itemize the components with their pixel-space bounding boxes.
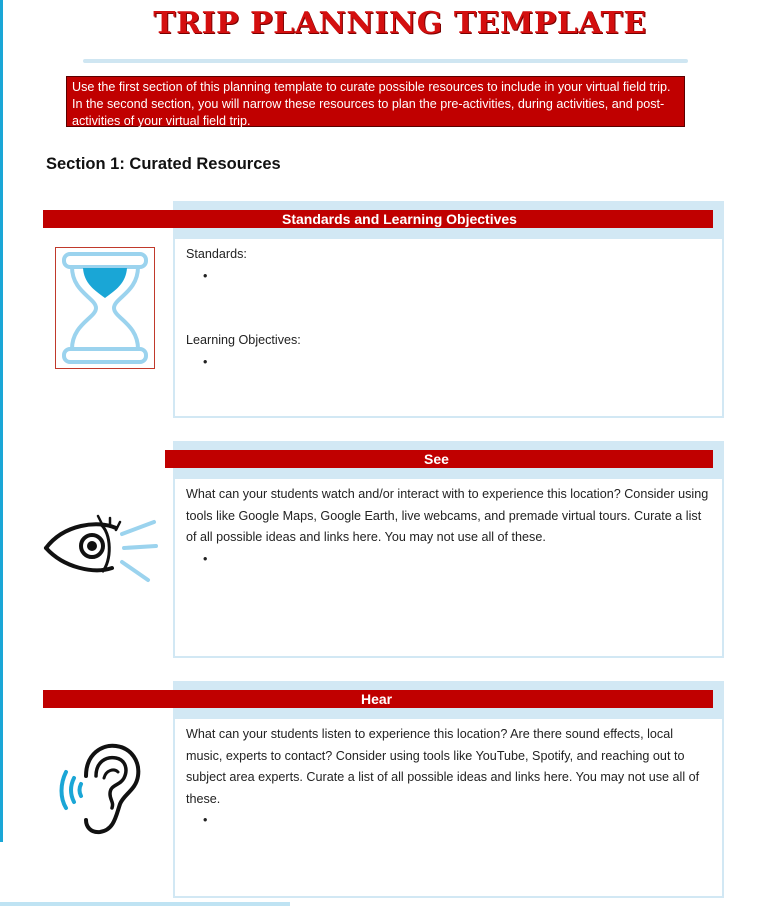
standards-label: Standards: (186, 247, 247, 261)
eye-icon (42, 510, 160, 586)
intro-box: Use the first section of this planning template to curate possible resources to include in your virtual field trip. In the second section, you will narrow these resources to plan the pre-activities, during activities, and post-activities of your virtual field trip. (66, 76, 685, 127)
hourglass-icon (55, 247, 155, 369)
see-heading-bar (165, 450, 713, 468)
objectives-label: Learning Objectives: (186, 333, 301, 347)
hear-content (186, 724, 712, 832)
page-title: TRIP PLANNING TEMPLATE (153, 6, 647, 41)
see-heading: See (424, 451, 449, 467)
hear-bullet: • (203, 813, 208, 827)
standards-content (186, 244, 706, 373)
bottom-accent-rule (0, 902, 290, 906)
see-text: What can your students watch and/or interact with to experience this location? Consider using tools like Google Maps, Google Earth, live webcams, and premade virtual tours. Curate a list of all possible ideas and links here. You may not use all of these. (186, 487, 709, 544)
section-1-heading: Section 1: Curated Resources (46, 155, 281, 173)
standards-heading-bar (43, 210, 713, 228)
title-divider (83, 59, 688, 63)
hear-text: What can your students listen to experience this location? Are there sound effects, local music, experts to contact? Consider using tools like YouTube, Spotify, and reaching out to subject area experts. Curate a list of all possible ideas and links here. You may not use all of these. (186, 727, 700, 806)
see-bullet: • (203, 551, 208, 566)
standards-heading: Standards and Learning Objectives (282, 211, 517, 227)
left-accent-rule (0, 0, 3, 842)
objectives-bullet: • (203, 354, 208, 369)
hear-heading-bar (43, 690, 713, 708)
see-content (186, 484, 710, 570)
hear-heading: Hear (361, 691, 393, 707)
standards-bullet: • (203, 268, 208, 283)
ear-icon (56, 738, 142, 838)
